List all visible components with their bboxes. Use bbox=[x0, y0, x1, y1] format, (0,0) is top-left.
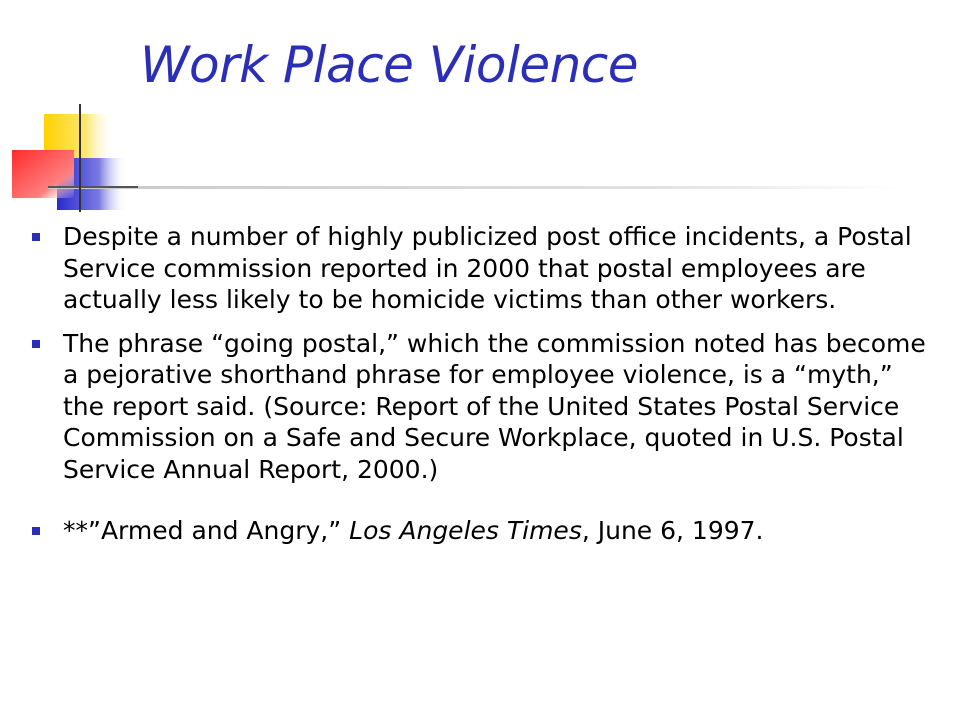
bullet-text: Despite a number of highly publicized post office incidents, a Postal Service commission reported in 2000 that postal employees are actually less likely to be homicide victims than other workers. bbox=[63, 222, 912, 314]
bullet-list bbox=[32, 221, 932, 559]
bullet-item bbox=[32, 328, 932, 486]
title-decoration-graphic bbox=[0, 100, 900, 220]
bullet-text: The phrase “going postal,” which the commission noted has become a pejorative shorthand phrase for employee violence, is a “myth,” the report said. (Source: Report of the United States Postal Service Commission on a Safe and Secure Workplace, quoted in U.S. Postal Service Annual Report, 2000.) bbox=[63, 328, 926, 484]
citation-prefix: **”Armed and Angry,” bbox=[63, 516, 350, 545]
title-underline bbox=[48, 186, 900, 189]
square-bullet-icon bbox=[32, 527, 40, 535]
square-bullet-icon bbox=[32, 340, 40, 348]
bullet-text bbox=[63, 515, 932, 547]
slide-title: Work Place Violence bbox=[140, 36, 639, 94]
square-bullet-icon bbox=[32, 233, 40, 241]
bullet-item bbox=[32, 221, 932, 316]
deco-red-square bbox=[12, 150, 74, 198]
bullet-item bbox=[32, 515, 932, 547]
deco-vertical-line bbox=[79, 104, 81, 212]
citation-publication: Los Angeles Times bbox=[349, 516, 582, 545]
citation-suffix: , June 6, 1997. bbox=[581, 516, 764, 545]
